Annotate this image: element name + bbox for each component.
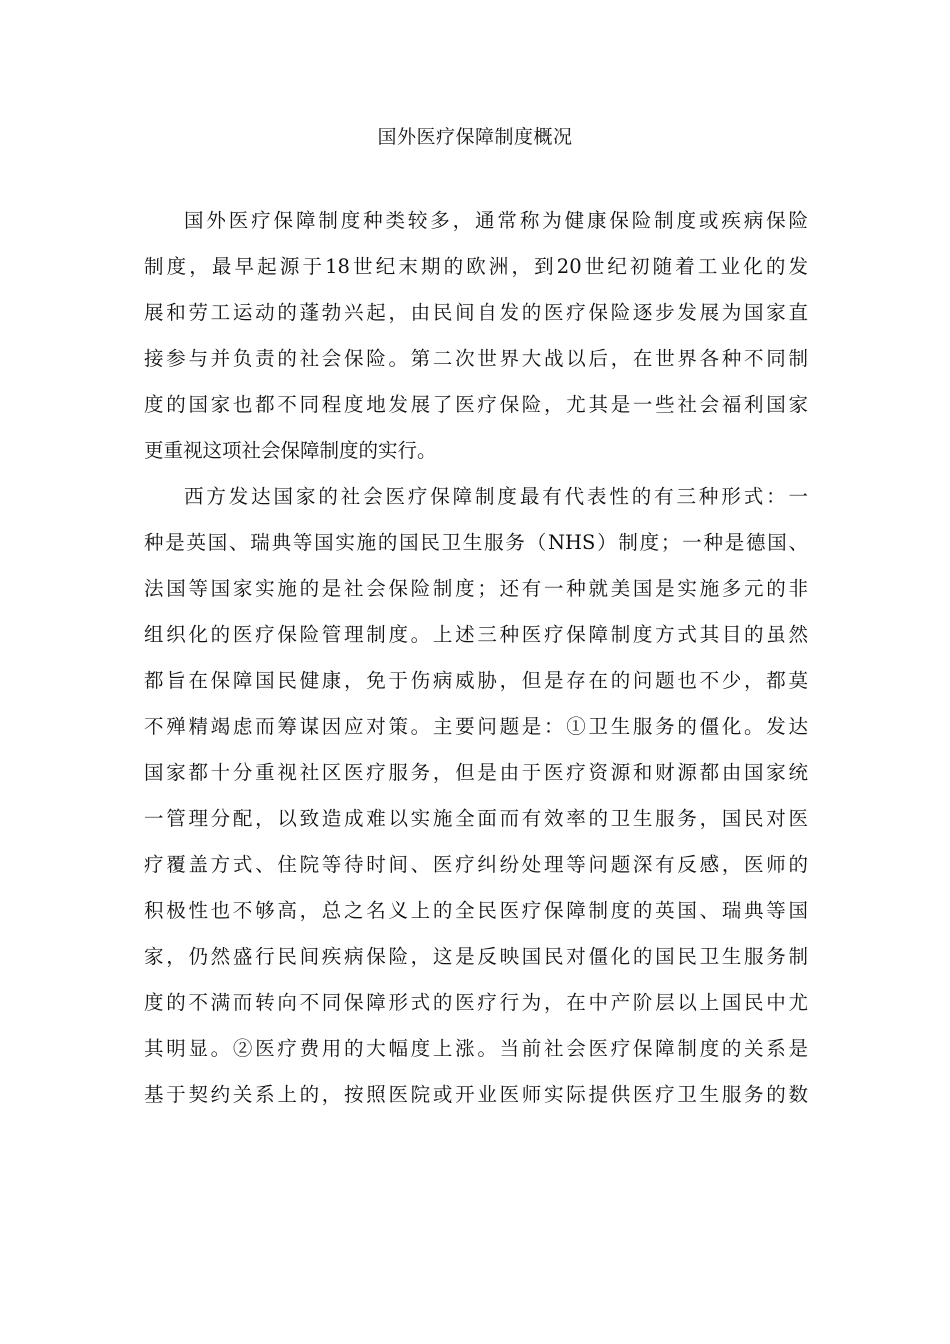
text-line: 家，仍然盛行民间疾病保险，这是反映国民对僵化的国民卫生服务制	[144, 945, 808, 968]
text-line: 接参与并负责的社会保险。第二次世界大战以后，在世界各种不同制	[144, 347, 808, 370]
text-line: 国外医疗保障制度种类较多，通常称为健康保险制度或疾病保险	[184, 209, 808, 232]
text-line: 展和劳工运动的蓬勃兴起，由民间自发的医疗保险逐步发展为国家直	[144, 301, 808, 324]
text-line: 度的国家也都不同程度地发展了医疗保险，尤其是一些社会福利国家	[144, 393, 808, 416]
text-line: 都旨在保障国民健康，免于伤病威胁，但是存在的问题也不少，都莫	[144, 669, 808, 692]
text-line: 法国等国家实施的是社会保险制度；还有一种就美国是实施多元的非	[144, 577, 808, 600]
text-line: 组织化的医疗保险管理制度。上述三种医疗保障制度方式其目的虽然	[144, 623, 808, 646]
text-line: 制度，最早起源于18世纪末期的欧洲，到20世纪初随着工业化的发	[144, 255, 808, 278]
paragraph-1	[144, 198, 808, 474]
document-body	[144, 198, 808, 1118]
text-line: 度的不满而转向不同保障形式的医疗行为，在中产阶层以上国民中尤	[144, 991, 808, 1014]
paragraph-2	[144, 474, 808, 1118]
text-line: 更重视这项社会保障制度的实行。	[144, 439, 437, 462]
text-line: 种是英国、瑞典等国实施的国民卫生服务（NHS）制度；一种是德国、	[144, 531, 808, 554]
text-line: 一管理分配，以致造成难以实施全面而有效率的卫生服务，国民对医	[144, 807, 808, 830]
text-line: 疗覆盖方式、住院等待时间、医疗纠纷处理等问题深有反感，医师的	[144, 853, 808, 876]
document-title: 国外医疗保障制度概况	[377, 126, 573, 148]
text-line: 基于契约关系上的，按照医院或开业医师实际提供医疗卫生服务的数	[144, 1083, 808, 1106]
text-line: 国家都十分重视社区医疗服务，但是由于医疗资源和财源都由国家统	[144, 761, 808, 784]
text-line: 其明显。②医疗费用的大幅度上涨。当前社会医疗保障制度的关系是	[144, 1037, 808, 1060]
text-line: 西方发达国家的社会医疗保障制度最有代表性的有三种形式：一	[184, 485, 808, 508]
text-line: 不殚精竭虑而筹谋因应对策。主要问题是：①卫生服务的僵化。发达	[144, 715, 808, 738]
text-line: 积极性也不够高，总之名义上的全民医疗保障制度的英国、瑞典等国	[144, 899, 808, 922]
